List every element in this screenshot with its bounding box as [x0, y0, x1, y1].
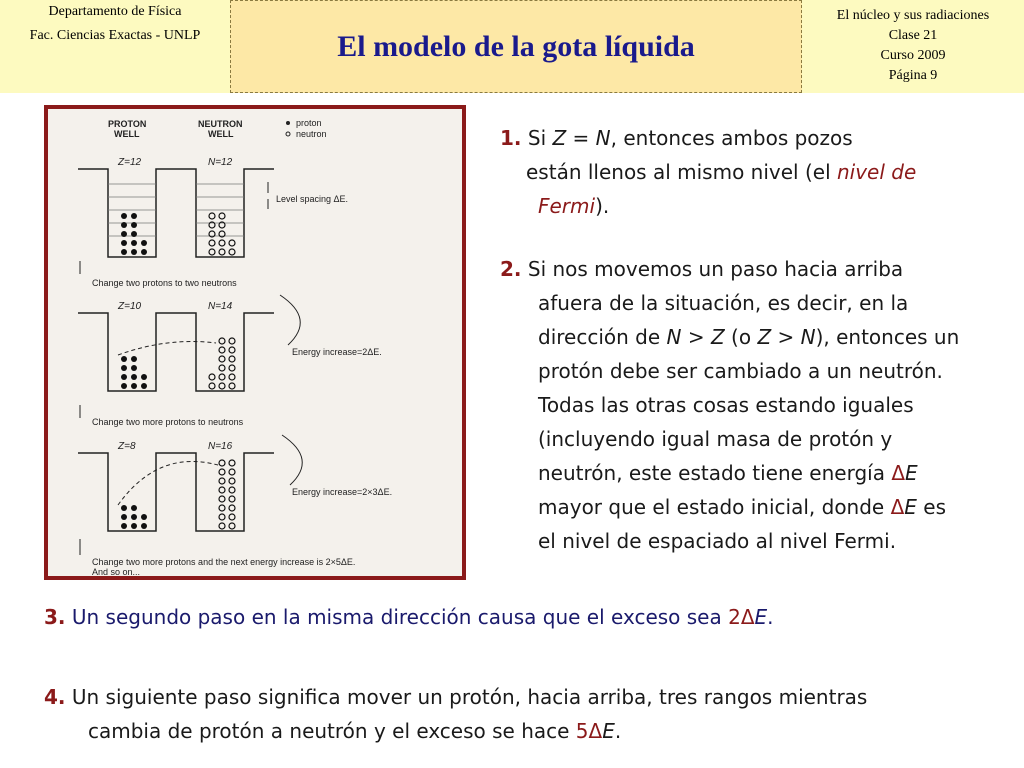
header-right — [802, 0, 1024, 93]
header-title-box — [230, 0, 802, 93]
energy-increase-1: Energy increase=2ΔE. — [292, 347, 382, 357]
and-so-on: And so on... — [92, 567, 141, 576]
neutron-well-label: NEUTRON — [198, 119, 243, 129]
proton-well-label: PROTON — [108, 119, 147, 129]
n-count-1: N=12 — [208, 157, 233, 168]
course-topic: El núcleo y sus radiaciones — [836, 8, 990, 23]
level-spacing-label: Level spacing ΔE. — [276, 194, 349, 204]
neutron-circle-icon — [286, 132, 290, 136]
faculty-label: Fac. Ciencias Exactas - UNLP — [29, 28, 201, 43]
panel-3 — [78, 435, 392, 531]
header-left — [0, 0, 230, 93]
legend-proton: proton — [296, 118, 322, 128]
neutron-well-label-2: WELL — [208, 129, 234, 139]
paragraph-2: 2. Si nos movemos un paso hacia arriba afuera de la situación, es decir, en la dirección de N > Z (o Z > N), entonces un protón debe ser cambiado a un neutrón. Todas las otras cosas estando iguales (incluyendo igual masa de protón y neutrón, este estado tiene energía ΔE mayor que el estado inicial, donde ΔE es el nivel de espaciado al nivel Fermi. — [500, 257, 960, 553]
n-count-2: N=14 — [208, 301, 233, 312]
course-year: Curso 2009 — [880, 48, 946, 63]
department-label: Departamento de Física — [48, 4, 182, 19]
page-number: Página 9 — [888, 68, 938, 83]
class-number: Clase 21 — [888, 28, 938, 43]
change-step-3: Change two more protons and the next energy increase is 2×5ΔE. — [92, 557, 356, 567]
change-step-1: Change two protons to two neutrons — [92, 278, 237, 288]
paragraph-1: 1. Si Z = N, entonces ambos pozos están llenos al mismo nivel (el nivel de Fermi). — [500, 126, 917, 218]
panel-1 — [78, 157, 348, 257]
z-count-1: Z=12 — [118, 157, 142, 168]
energy-increase-2: Energy increase=2×3ΔE. — [292, 487, 393, 497]
panel-2 — [78, 295, 382, 391]
page-title: El modelo de la gota líquida — [337, 29, 695, 63]
wells-diagram — [48, 109, 462, 576]
proton-dot-icon — [286, 121, 290, 125]
paragraph-3: 3. Un segundo paso en la misma dirección causa que el exceso sea 2ΔE. — [44, 605, 774, 629]
legend-neutron: neutron — [296, 129, 327, 139]
n-count-3: N=16 — [208, 441, 233, 452]
fermi-wells-figure — [44, 105, 466, 580]
paragraph-4: 4. Un siguiente paso significa mover un protón, hacia arriba, tres rangos mientras cambia de protón a neutrón y el exceso se hace 5ΔE. — [44, 685, 868, 743]
z-count-3: Z=8 — [118, 441, 136, 452]
change-step-2: Change two more protons to neutrons — [92, 417, 244, 427]
proton-well-label-2: WELL — [114, 129, 140, 139]
z-count-2: Z=10 — [118, 301, 142, 312]
